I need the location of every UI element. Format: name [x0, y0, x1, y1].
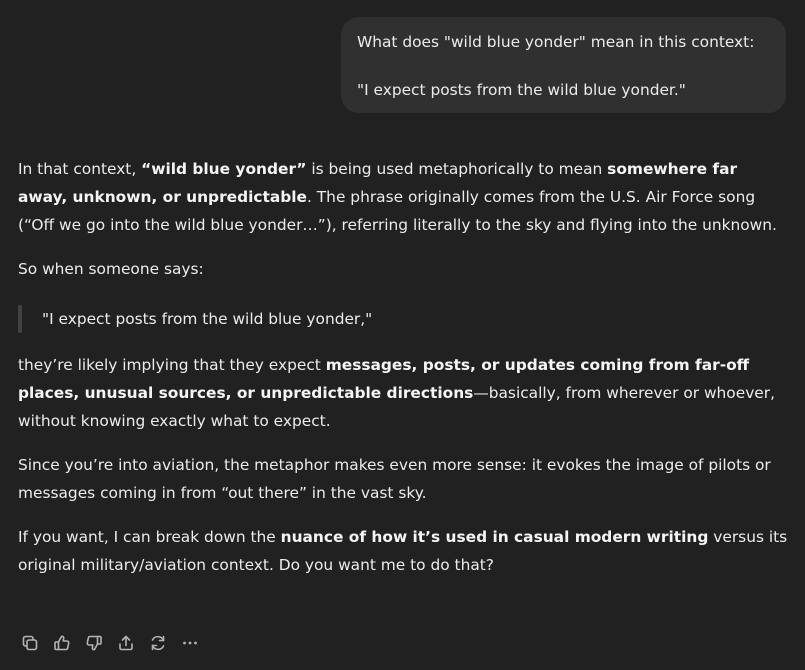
regenerate-icon	[149, 634, 167, 652]
text-segment: is being used metaphorically to mean	[306, 160, 608, 178]
response-paragraph-implying	[18, 351, 788, 435]
text-segment: —basically, from wherever or whoever, without knowing exactly what to expect.	[18, 384, 775, 430]
thumbs-up-icon	[53, 634, 71, 652]
response-paragraph-says: So when someone says:	[18, 260, 204, 278]
bold-phrase: nuance of how it’s used in casual modern writing	[280, 528, 709, 546]
blockquote-bar	[18, 305, 22, 333]
assistant-response	[18, 155, 788, 579]
text-segment: they’re likely implying that they expect	[18, 356, 326, 374]
share-icon	[117, 634, 135, 652]
more-actions-button[interactable]	[174, 627, 206, 659]
text-segment: In that context,	[18, 160, 142, 178]
thumbs-down-icon	[85, 634, 103, 652]
user-message-bubble	[341, 17, 786, 113]
user-message-line-1: What does "wild blue yonder" mean in this context:	[357, 33, 755, 51]
copy-icon	[21, 634, 39, 652]
more-icon	[181, 634, 199, 652]
blockquote-text: "I expect posts from the wild blue yonder,"	[42, 310, 373, 328]
share-button[interactable]	[110, 627, 142, 659]
bold-phrase: “wild blue yonder”	[141, 160, 307, 178]
response-paragraph-offer	[18, 523, 788, 579]
text-segment: If you want, I can break down the	[18, 528, 281, 546]
good-response-button[interactable]	[46, 627, 78, 659]
response-paragraph-aviation: Since you’re into aviation, the metaphor makes even more sense: it evokes the image of pilots or messages coming in from “out there” in the vast sky.	[18, 456, 771, 502]
blockquote	[18, 305, 788, 333]
copy-button[interactable]	[14, 627, 46, 659]
user-message-line-2: "I expect posts from the wild blue yonder."	[357, 81, 686, 99]
regenerate-button[interactable]	[142, 627, 174, 659]
bold-phrase: messages, posts, or updates coming from far-off places, unusual sources, or unpredictable directions	[18, 356, 750, 402]
bold-phrase: somewhere far away, unknown, or unpredictable	[18, 160, 738, 206]
bad-response-button[interactable]	[78, 627, 110, 659]
text-segment: . The phrase originally comes from the U.S. Air Force song (“Off we go into the wild blue yonder…”), referring literally to the sky and flying into the unknown.	[18, 188, 777, 234]
message-actions	[14, 627, 206, 659]
response-paragraph-intro	[18, 155, 788, 239]
text-segment: versus its original military/aviation context. Do you want me to do that?	[18, 528, 788, 574]
